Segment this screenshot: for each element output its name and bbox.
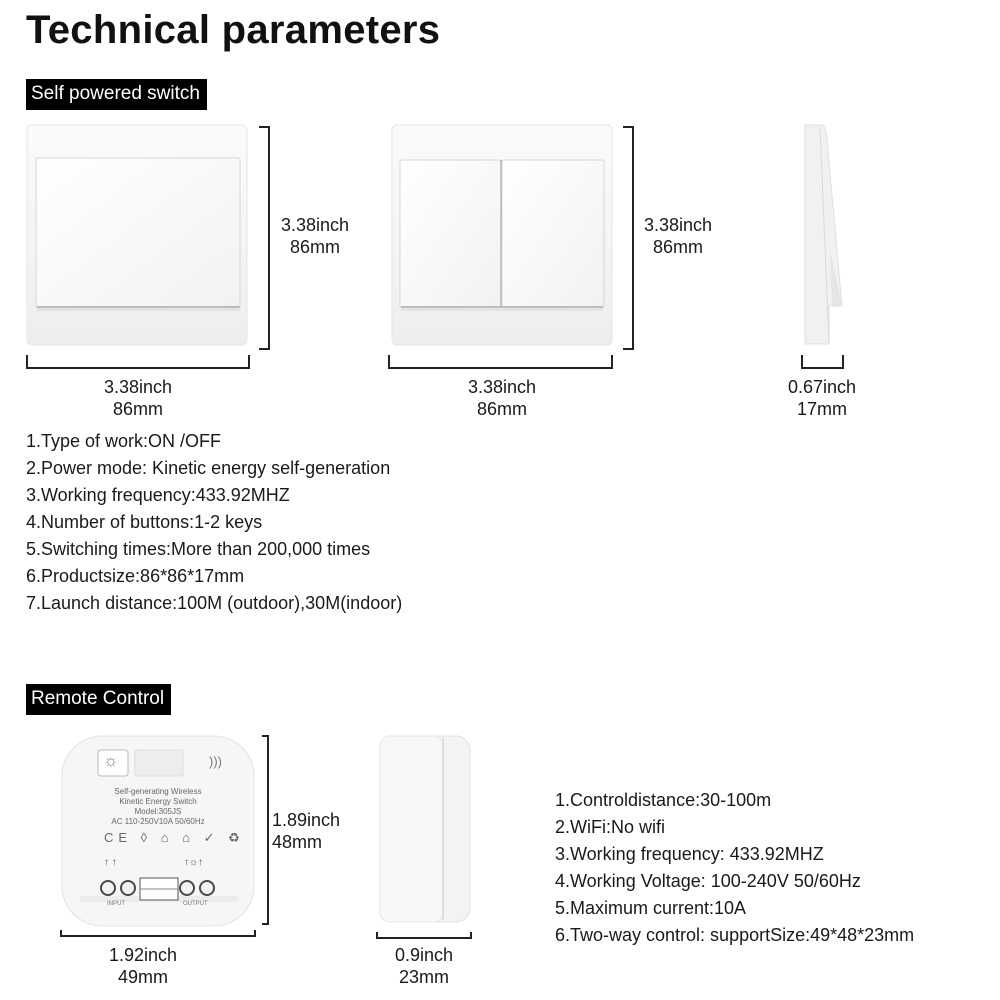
list-item: 4.Number of buttons:1-2 keys [26, 512, 263, 532]
remote-depth-inch: 0.9inch [394, 945, 454, 965]
switch-depth-mm: 17mm [796, 399, 847, 419]
remote-depth-mm: 23mm [398, 967, 449, 987]
two-gang-height-mm: 86mm [652, 237, 703, 257]
list-item: 5.Switching times:More than 200,000 times [26, 539, 371, 559]
list-item: 3.Working frequency: 433.92MHZ [555, 844, 824, 864]
output-port-label: OUTPUT [183, 901, 208, 907]
two-gang-width-inch: 3.38inch [467, 377, 537, 397]
switch-depth-inch: 0.67inch [787, 377, 857, 397]
two-gang-width-mm: 86mm [476, 399, 527, 419]
input-arrows-icon: ↑ ↑ [104, 857, 117, 868]
remote-spec-list [555, 787, 914, 949]
remote-height-mm: 48mm [272, 832, 323, 852]
list-item: 2.Power mode: Kinetic energy self-generation [26, 458, 391, 478]
remote-width-mm: 49mm [117, 967, 168, 987]
switch-section-tag: Self powered switch [26, 79, 207, 110]
remote-section-tag: Remote Control [26, 684, 171, 715]
list-item: 2.WiFi:No wifi [555, 817, 666, 837]
list-item: 5.Maximum current:10A [555, 898, 747, 918]
page-title: Technical parameters [26, 8, 441, 52]
remote-width-inch: 1.92inch [108, 945, 178, 965]
input-port-label: INPUT [107, 901, 125, 907]
list-item: 1.Controldistance:30-100m [555, 790, 772, 810]
list-item: 4.Working Voltage: 100-240V 50/60Hz [555, 871, 861, 891]
list-item: 7.Launch distance:100M (outdoor),30M(indoor) [26, 593, 403, 613]
remote-product-label: Self-generating Wireless Kinetic Energy Switch Model:305JS AC 110-250V10A 50/60Hz [111, 787, 205, 826]
two-gang-height-inch: 3.38inch [643, 215, 713, 235]
sun-icon: ☼ [103, 751, 119, 770]
list-item: 6.Two-way control: supportSize:49*48*23mm [555, 925, 915, 945]
one-gang-width-inch: 3.38inch [103, 377, 173, 397]
certification-icons: CE ◊ ⌂ ⌂ ✓ ♻ [104, 830, 245, 845]
list-item: 6.Productsize:86*86*17mm [26, 566, 245, 586]
list-item: 1.Type of work:ON /OFF [26, 431, 222, 451]
output-arrows-icon: ↑☼↑ [184, 857, 204, 868]
one-gang-height-inch: 3.38inch [280, 215, 350, 235]
remote-height-inch: 1.89inch [272, 810, 341, 830]
one-gang-height-mm: 86mm [289, 237, 340, 257]
one-gang-width-mm: 86mm [112, 399, 163, 419]
list-item: 3.Working frequency:433.92MHZ [26, 485, 290, 505]
wireless-signal-icon: ))) [209, 754, 222, 769]
